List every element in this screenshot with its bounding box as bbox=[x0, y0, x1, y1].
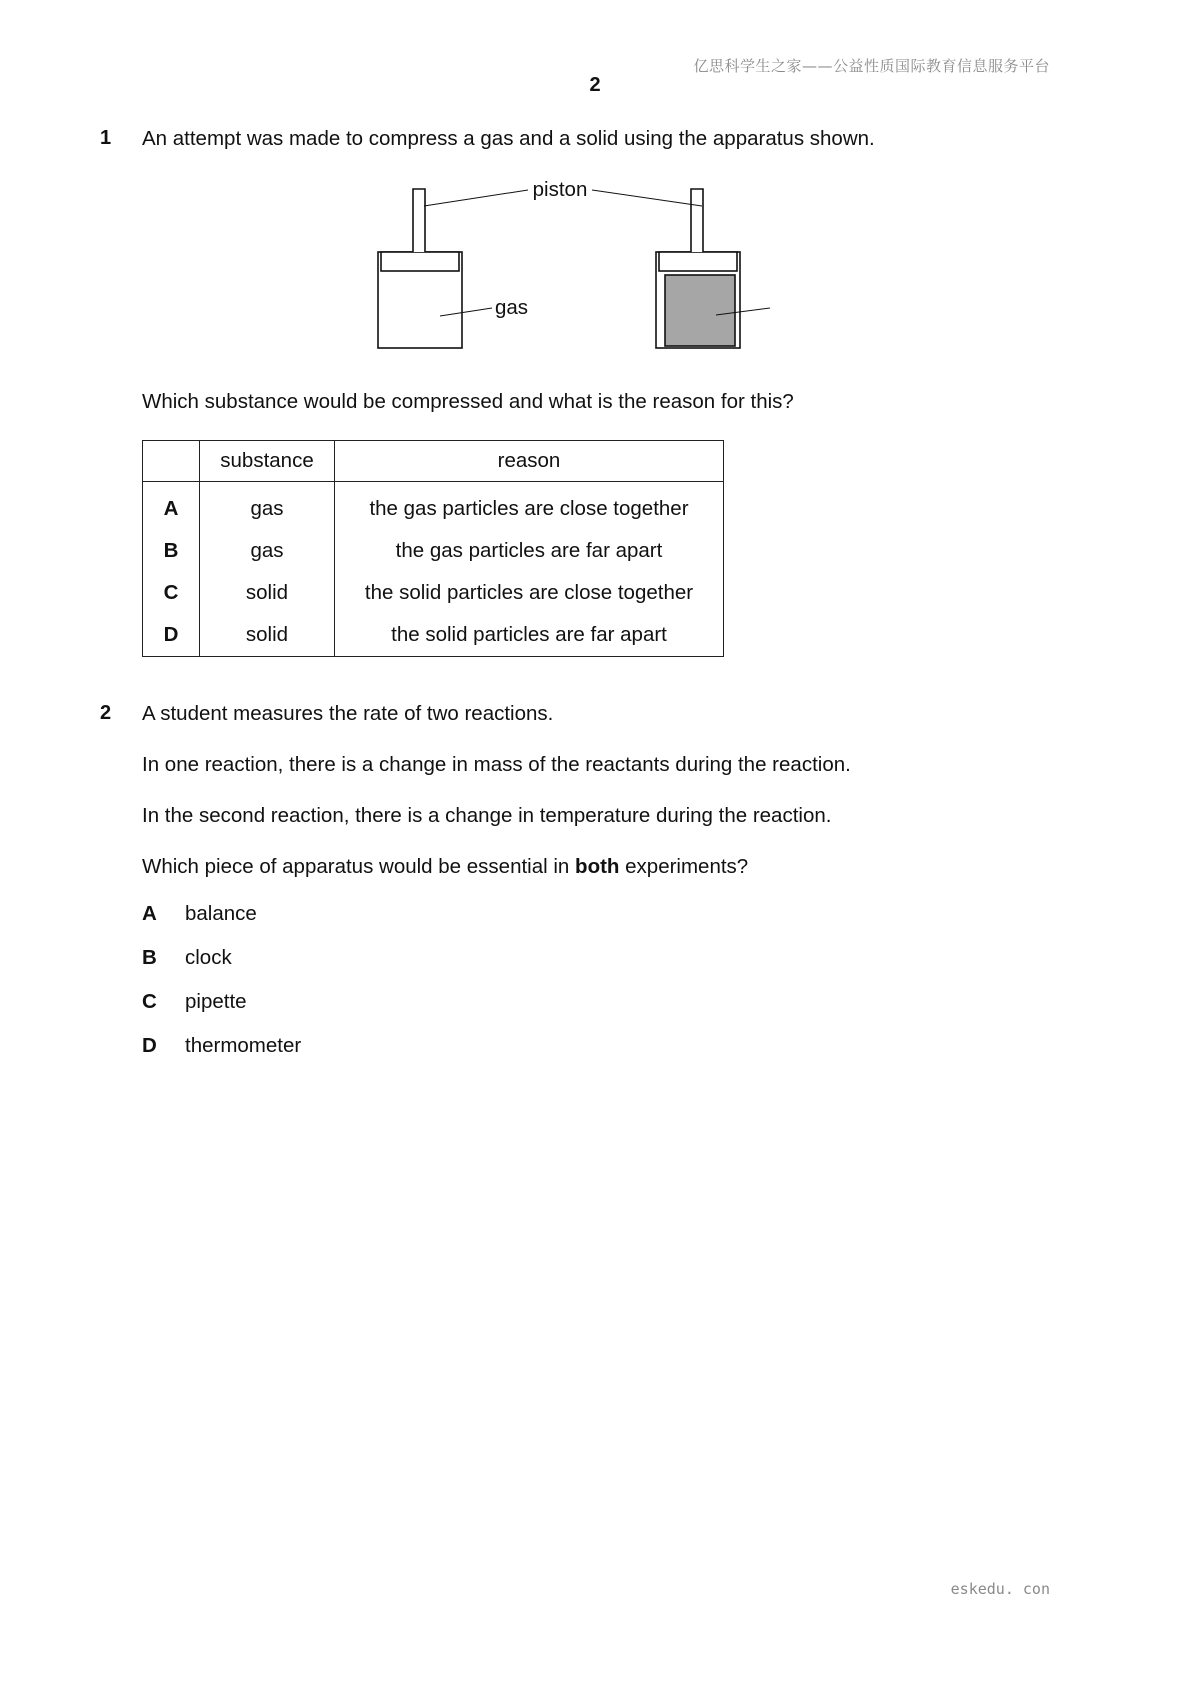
question-2-line-2: In one reaction, there is a change in mass of the reactants during the reaction. bbox=[142, 753, 851, 776]
question-2-line-3: In the second reaction, there is a change in temperature during the reaction. bbox=[142, 804, 832, 827]
table-header-substance: substance bbox=[200, 441, 335, 482]
piston-leader-left bbox=[424, 190, 528, 206]
piston-label: piston bbox=[532, 178, 588, 201]
question-1-number: 1 bbox=[100, 127, 112, 149]
question-2-line-1: A student measures the rate of two reactions. bbox=[142, 702, 554, 725]
option-letter: A bbox=[143, 482, 200, 531]
option-letter-a: A bbox=[142, 902, 157, 925]
prompt-pre: Which piece of apparatus would be essential in bbox=[142, 855, 576, 878]
option-letter: C bbox=[143, 572, 200, 614]
option-text-a: balance bbox=[185, 902, 257, 925]
compression-apparatus-diagram bbox=[360, 168, 790, 368]
gas-piston-head bbox=[381, 252, 459, 271]
solid-block bbox=[665, 275, 735, 346]
option-letter-d: D bbox=[142, 1034, 157, 1057]
solid-piston-head bbox=[659, 252, 737, 271]
table-header-row bbox=[143, 441, 724, 482]
option-text-c: pipette bbox=[185, 990, 247, 1013]
table-row bbox=[143, 530, 724, 572]
table-row bbox=[143, 614, 724, 657]
question-2-prompt bbox=[142, 854, 748, 880]
option-letter: D bbox=[143, 614, 200, 657]
table-header-blank bbox=[143, 441, 200, 482]
footer-site-text: eskedu. con bbox=[950, 1580, 1050, 1598]
option-substance: solid bbox=[200, 572, 335, 614]
solid-piston-rod bbox=[691, 189, 703, 252]
option-reason: the gas particles are close together bbox=[335, 482, 724, 531]
option-letter-c: C bbox=[142, 990, 157, 1013]
option-reason: the solid particles are far apart bbox=[335, 614, 724, 657]
question-2-number: 2 bbox=[100, 702, 112, 724]
piston-leader-right bbox=[592, 190, 702, 206]
page-number: 2 bbox=[589, 74, 601, 96]
option-text-d: thermometer bbox=[185, 1034, 302, 1057]
table-row bbox=[143, 572, 724, 614]
gas-leader bbox=[440, 308, 492, 316]
prompt-post: experiments? bbox=[619, 855, 749, 878]
option-reason: the gas particles are far apart bbox=[335, 530, 724, 572]
table-row bbox=[143, 482, 724, 531]
question-1-stem: An attempt was made to compress a gas and a solid using the apparatus shown. bbox=[142, 127, 875, 150]
option-letter: B bbox=[143, 530, 200, 572]
option-substance: solid bbox=[200, 614, 335, 657]
prompt-emphasis: both bbox=[575, 855, 620, 878]
option-reason: the solid particles are close together bbox=[335, 572, 724, 614]
gas-label: gas bbox=[495, 296, 529, 319]
header-site-text: 亿思科学生之家——公益性质国际教育信息服务平台 bbox=[693, 57, 1050, 75]
option-substance: gas bbox=[200, 482, 335, 531]
option-letter-b: B bbox=[142, 946, 157, 969]
gas-piston-rod bbox=[413, 189, 425, 252]
option-text-b: clock bbox=[185, 946, 232, 969]
question-1-prompt: Which substance would be compressed and what is the reason for this? bbox=[142, 390, 794, 413]
question-1-answer-table bbox=[142, 440, 724, 657]
option-substance: gas bbox=[200, 530, 335, 572]
table-header-reason: reason bbox=[335, 441, 724, 482]
